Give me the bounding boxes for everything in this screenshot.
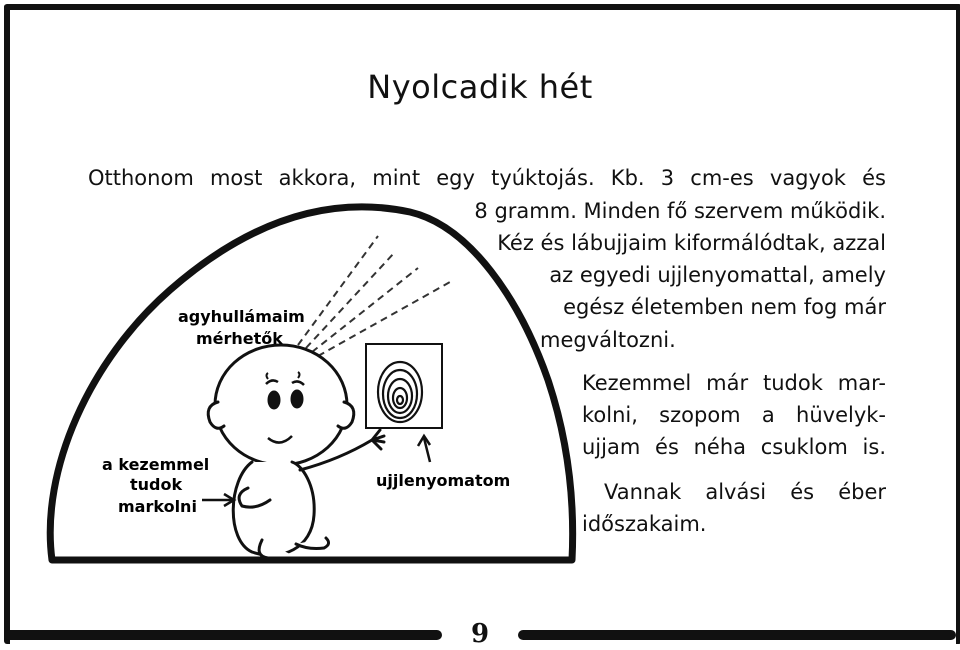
baby-figure [208,345,384,558]
text-line-10: Vannak alvási és éber [604,480,886,504]
label-grasp-2: tudok [130,475,183,494]
page-title: Nyolcadik hét [367,68,593,106]
fingerprint-card [366,344,442,428]
page-number: 9 [470,619,490,649]
text-line-11: időszakaim. [582,512,707,536]
text-line-9: ujjam és néha csuklom is. [582,435,886,459]
label-brainwaves-2: mérhetők [196,329,283,348]
text-line-6: megváltozni. [540,328,676,352]
label-fingerprint: ujjlenyomatom [376,471,511,490]
text-line-2: 8 gramm. Minden fő szervem működik. [474,199,886,223]
text-line-5: egész életemben nem fog már [563,295,886,319]
label-grasp-3: markolni [118,497,197,516]
text-line-4: az egyedi ujjlenyomattal, amely [549,263,886,287]
text-line-7: Kezemmel már tudok mar- [582,371,886,395]
grasp-arrow-icon [202,494,234,506]
text-line-1: Otthonom most akkora, mint egy tyúktojás. Kb. 3 cm-es vagyok és [88,166,886,190]
text-line-8: kolni, szopom a hüvelyk- [582,403,886,427]
label-grasp-1: a kezemmel [102,455,210,474]
fingerprint-arrow-icon [418,436,430,462]
label-brainwaves-1: agyhullámaim [178,307,305,326]
text-line-3: Kéz és lábujjaim kiformálódtak, azzal [497,231,886,255]
